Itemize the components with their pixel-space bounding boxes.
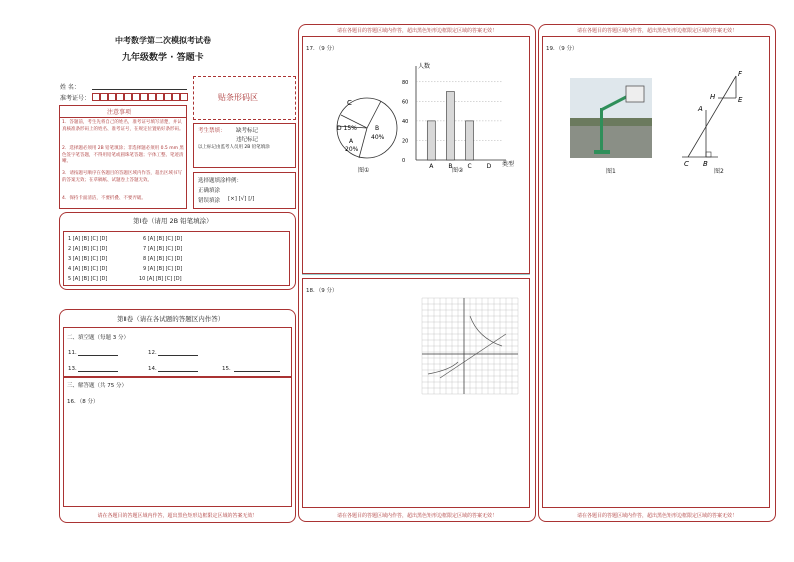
- q17-fig1-caption: 图①: [358, 167, 370, 174]
- pie-label-d: D 15%: [337, 125, 357, 132]
- barcode-label: 贴条形码区: [218, 93, 258, 102]
- fig-right-angle: [706, 152, 711, 157]
- q19-fig2-caption: 图2: [714, 168, 724, 175]
- choice-row-4[interactable]: 4 [A] [B] [C] [D]: [68, 266, 108, 272]
- blank-15-input[interactable]: [234, 371, 280, 372]
- fill-example-wrong: 错误填涂: [198, 198, 221, 204]
- choice-row-2[interactable]: 2 [A] [B] [C] [D]: [68, 246, 108, 252]
- grid-line-graph: [440, 334, 506, 378]
- section2-title: 第Ⅱ卷（请在各试题的答题区内作答）: [117, 315, 225, 323]
- pie-divider: [359, 128, 367, 158]
- notice-title: 注意事项: [107, 109, 132, 116]
- missing-mark-label: 缺考标记: [236, 128, 259, 134]
- candidate-marks-label: 考生禁填：: [198, 128, 226, 134]
- exam-subtitle: 九年级数学 · 答题卡: [122, 53, 204, 63]
- panel3-warning: 请在各题目的答题区域内作答，超出黑色矩形边框限定区域的答案无效！: [576, 513, 737, 519]
- fill-example-correct: 正确填涂: [198, 188, 221, 194]
- bar-category-label: B: [448, 163, 453, 168]
- choice-row-6[interactable]: 6 [A] [B] [C] [D]: [143, 236, 183, 242]
- pie-divider: [367, 101, 381, 128]
- pie-label-c: C: [347, 99, 352, 107]
- ticket-number-boxes[interactable]: [92, 93, 188, 101]
- q17-fig2-caption: 图②: [452, 167, 464, 174]
- choice-row-7[interactable]: 7 [A] [B] [C] [D]: [143, 246, 183, 252]
- fig-point-e: E: [738, 96, 743, 104]
- bar-y-tick: 20: [402, 138, 409, 145]
- solve-title: 三、解答题（共 75 分）: [67, 383, 127, 389]
- blank-14-label: 14．: [148, 366, 161, 372]
- panel2-top-warning: 请在各题目的答题区域内作答，超出黑色矩形边框限定区域的答案无效！: [336, 28, 497, 34]
- notice-item: 3．请按题号顺序在各题目的答题区域内作答，超出区域书写的答案无效；在草稿纸、试题卷上答题无效。: [62, 171, 182, 183]
- q19-fig1-caption: 图1: [606, 168, 616, 175]
- fig-point-a: A: [698, 105, 703, 113]
- grid-hyperbola-branch: [470, 316, 502, 346]
- q18-label: 18．（9 分）: [306, 288, 338, 294]
- bar-y-tick: 80: [402, 79, 409, 86]
- exam-title: 中考数学第二次模拟考试卷: [115, 36, 211, 45]
- bar-B: [446, 92, 454, 160]
- choice-row-1[interactable]: 1 [A] [B] [C] [D]: [68, 236, 108, 242]
- section1-title: 第Ⅰ卷（请用 2B 铅笔填涂）: [133, 217, 213, 225]
- blank-13-label: 13．: [68, 366, 81, 372]
- q17-label: 17．（9 分）: [306, 46, 338, 52]
- ticket-label: 准考证号：: [60, 95, 91, 102]
- blank-13-input[interactable]: [78, 371, 118, 372]
- q16-answer-area[interactable]: [66, 405, 289, 505]
- fig-point-c: C: [684, 160, 689, 168]
- bar-x-label: 类型: [502, 161, 515, 168]
- fig-point-h: H: [710, 93, 716, 101]
- panel3-top-warning: 请在各题目的答题区域内作答，超出黑色矩形边框限定区域的答案无效！: [576, 28, 737, 34]
- notice-title-rule: [59, 117, 187, 118]
- q18-coordinate-grid: [420, 296, 520, 396]
- panel1-warning: 请在各题目的答题区域内作答，超出黑色矩形边框限定区域的答案无效！: [97, 513, 258, 519]
- q19-geometry-figure: [678, 68, 758, 168]
- bar-y-tick: 40: [402, 118, 409, 125]
- grid-hyperbola-branch: [428, 362, 458, 374]
- panel2-warning: 请在各题目的答题区域内作答，超出黑色矩形边框限定区域的答案无效！: [336, 513, 497, 519]
- choice-row-5[interactable]: 5 [A] [B] [C] [D]: [68, 276, 108, 282]
- bar-C: [466, 121, 474, 160]
- pie-label-a-pct: 20%: [345, 146, 359, 153]
- choice-row-8[interactable]: 8 [A] [B] [C] [D]: [143, 256, 183, 262]
- choice-row-10[interactable]: 10 [A] [B] [C] [D]: [139, 276, 182, 282]
- bar-category-label: A: [429, 163, 434, 168]
- blank-14-input[interactable]: [158, 371, 198, 372]
- name-field[interactable]: [92, 89, 187, 90]
- pie-label-b: B: [375, 125, 380, 132]
- bar-category-label: D: [486, 163, 492, 168]
- blank-12-label: 12．: [148, 350, 161, 356]
- notice-item: 4．保持卡面清洁，不要折叠、不要弄破。: [62, 196, 146, 201]
- blank-12-input[interactable]: [158, 355, 198, 356]
- notice-item: 2．选择题必须用 2B 铅笔填涂；非选择题必须用 0.5 mm 黑色签字笔答题，不得用铅笔或圆珠笔答题；字体工整、笔迹清晰。: [62, 146, 184, 164]
- q17-bar-chart: [398, 58, 518, 168]
- bar-category-label: C: [467, 163, 472, 168]
- q17-divider: [302, 274, 530, 275]
- name-label: 姓 名：: [60, 84, 80, 91]
- pie-label-b-pct: 40%: [371, 134, 385, 141]
- fill-example-wrong-marks: [×] [√] [/]: [228, 196, 255, 202]
- bar-y-tick: 0: [402, 158, 406, 164]
- pie-label-a: A: [349, 138, 354, 145]
- fig-point-f: F: [738, 70, 743, 78]
- fig-line-cf: [688, 76, 736, 157]
- fig-point-b: B: [703, 160, 708, 168]
- blank-15-label: 15．: [222, 366, 235, 372]
- choice-row-9[interactable]: 9 [A] [B] [C] [D]: [143, 266, 183, 272]
- blank-11-label: 11．: [68, 350, 81, 356]
- bar-y-label: 人数: [418, 63, 431, 70]
- notice-item: 1．答题前，考生先将自己的姓名，准考证号填写清楚，并认真核准条形码上的姓名、准考证号，在规定位置贴好条形码。: [62, 120, 184, 132]
- blank-11-input[interactable]: [78, 355, 118, 356]
- fill-blank-title: 二、填空题（每题 3 分）: [67, 335, 129, 341]
- q16-label: 16．（8 分）: [67, 399, 99, 405]
- fill-example-title: 选择题填涂样例：: [198, 178, 243, 184]
- marks-note: 以上标记由监考人员用 2B 铅笔填涂: [198, 145, 270, 150]
- bar-A: [427, 121, 435, 160]
- q19-label: 19．（9 分）: [546, 46, 578, 52]
- choice-row-3[interactable]: 3 [A] [B] [C] [D]: [68, 256, 108, 262]
- basketball-hoop-photo: [570, 78, 652, 158]
- bar-y-tick: 60: [402, 99, 409, 106]
- violation-mark-label: 违纪标记: [236, 137, 259, 143]
